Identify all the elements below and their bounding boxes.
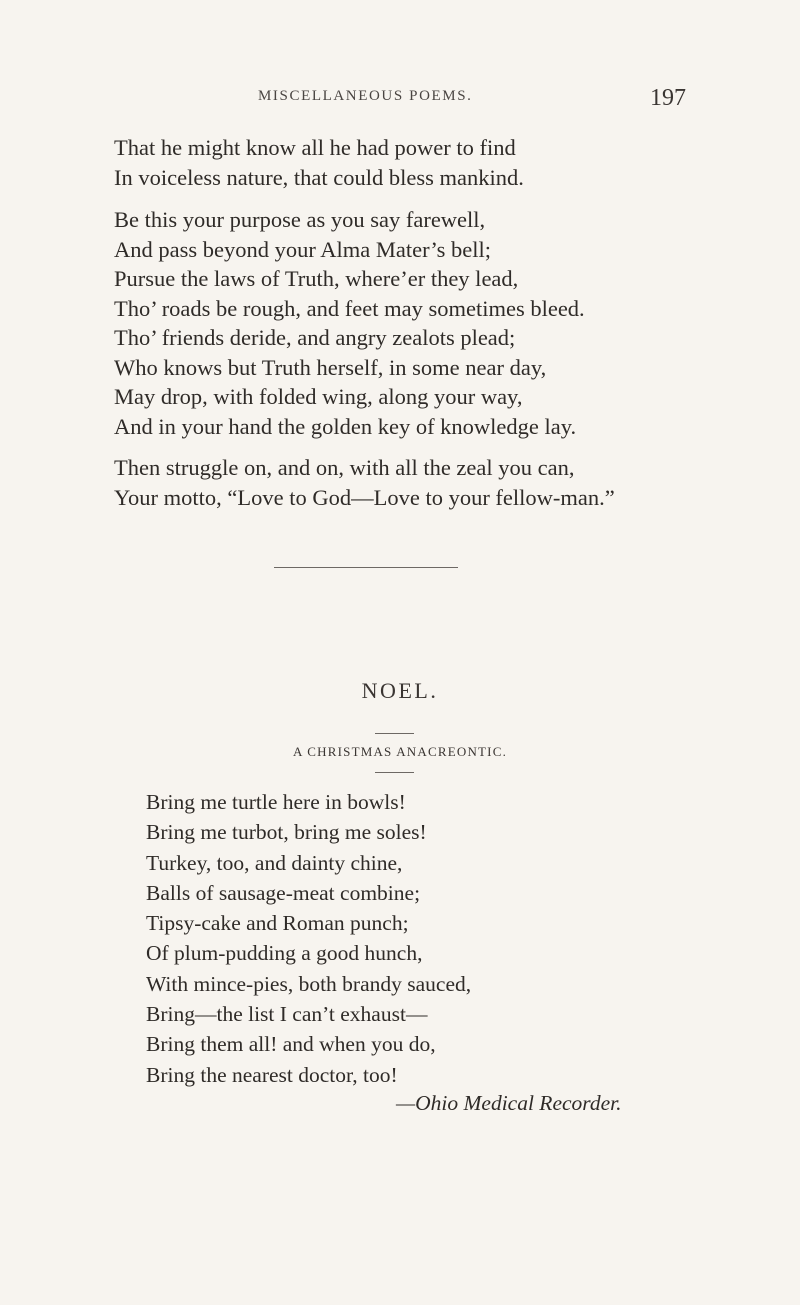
attribution: —Ohio Medical Recorder.	[396, 1091, 622, 1115]
title-rule	[375, 733, 414, 734]
running-head	[0, 85, 800, 118]
stanza-3	[114, 453, 615, 512]
verse-line: Of plum-pudding a good hunch,	[146, 941, 423, 966]
verse-line: That he might know all he had power to find	[114, 135, 516, 160]
verse-line: Bring me turtle here in bowls!	[146, 790, 406, 814]
section-divider	[274, 567, 458, 568]
verse-line: Who knows but Truth herself, in some near day,	[114, 354, 547, 380]
verse-line: Balls of sausage-meat combine;	[146, 880, 421, 905]
verse-line: Bring the nearest doctor, too!	[146, 1062, 398, 1087]
page-number: 197	[650, 85, 686, 111]
verse-line: And pass beyond your Alma Mater’s bell;	[114, 236, 492, 262]
verse-line: Tho’ friends deride, and angry zealots plead;	[114, 325, 516, 350]
stanza-1	[114, 133, 524, 192]
verse-line: Your motto, “Love to God—Love to your fellow-man.”	[114, 484, 615, 510]
noel-stanza	[146, 787, 471, 1090]
poem-subtitle: A CHRISTMAS ANACREONTIC.	[292, 744, 508, 759]
verse-line: Pursue the laws of Truth, where’er they lead,	[114, 266, 519, 291]
subtitle-rule	[375, 772, 414, 773]
verse-line: Turkey, too, and dainty chine,	[146, 850, 403, 875]
stanza-2	[114, 205, 585, 441]
verse-line: In voiceless nature, that could bless mankind.	[114, 164, 524, 190]
verse-line: Be this your purpose as you say farewell,	[114, 207, 486, 232]
verse-line: Tho’ roads be rough, and feet may sometimes bleed.	[114, 295, 585, 321]
verse-line: And in your hand the golden key of knowledge lay.	[114, 413, 577, 439]
verse-line: Tipsy-cake and Roman punch;	[146, 911, 409, 936]
running-title: MISCELLANEOUS POEMS.	[258, 88, 473, 104]
verse-line: Bring me turbot, bring me soles!	[146, 820, 427, 845]
verse-line: May drop, with folded wing, along your way,	[114, 384, 523, 409]
poem-title: NOEL.	[361, 678, 439, 703]
verse-line: With mince-pies, both brandy sauced,	[146, 971, 472, 996]
verse-line: Bring—the list I can’t exhaust—	[146, 1002, 428, 1027]
verse-line: Bring them all! and when you do,	[146, 1032, 436, 1057]
verse-line: Then struggle on, and on, with all the zeal you can,	[114, 455, 575, 480]
